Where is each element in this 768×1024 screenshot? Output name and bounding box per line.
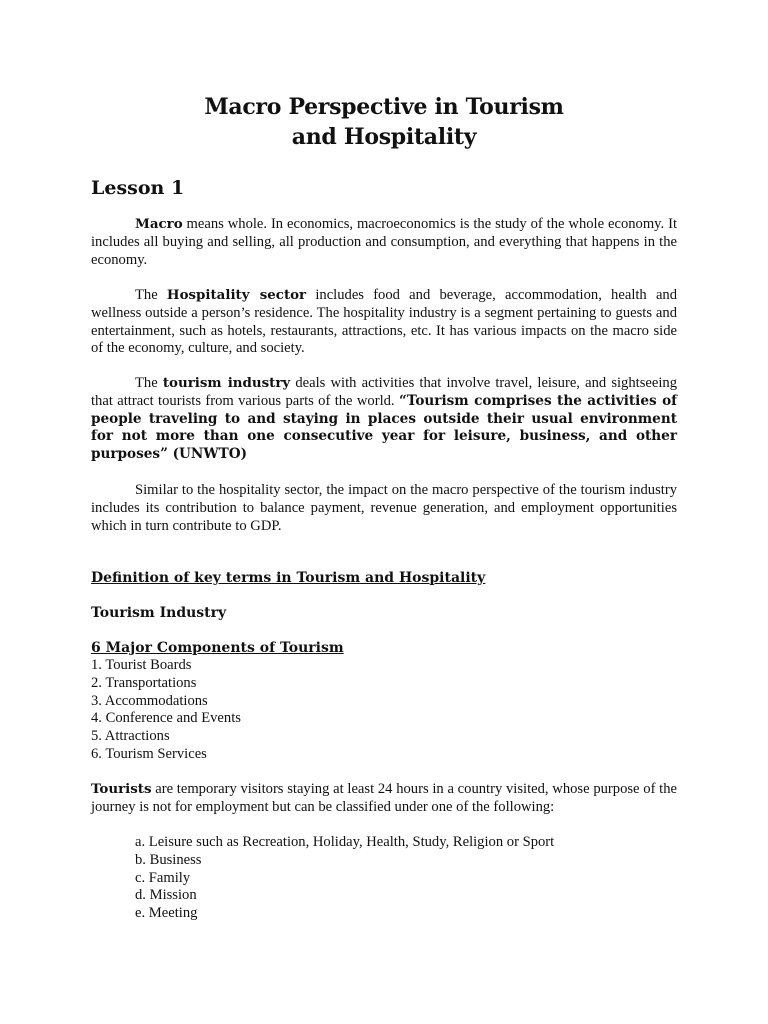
list-item: e. Meeting	[135, 905, 198, 922]
list-item: d. Mission	[135, 887, 197, 904]
unwto-quote: “Tourism comprises the activities of people traveling to and staying in places outside their usual environment for not more than one consecutive year for leisure, business, and other purposes” (UNWTO)	[91, 392, 677, 463]
paragraph-tourism	[91, 375, 677, 464]
list-item: c. Family	[135, 869, 191, 886]
list-item: 3. Accommodations	[91, 692, 208, 709]
definition-heading: Definition of key terms in Tourism and Hospitality	[91, 570, 486, 586]
bold-term-tourism: tourism industry	[162, 375, 291, 391]
list-item: 5. Attractions	[91, 728, 170, 745]
list-item: 6. Tourism Services	[91, 745, 207, 762]
paragraph-text: Similar to the hospitality sector, the impact on the macro perspective of the tourism industry includes its contribution to balance payment, revenue generation, and employment opportunities which in turn contribute to GDP.	[91, 482, 677, 534]
paragraph-macro	[91, 216, 677, 269]
paragraph-text: are temporary visitors staying at least 24 hours in a country visited, whose purpose of the journey is not for employment but can be classified under one of the following:	[91, 781, 677, 815]
paragraph-prefix: The	[135, 287, 167, 303]
paragraph-text: means whole. In economics, macroeconomics is the study of the whole economy. It includes all buying and selling, all production and consumption, and everything that happens in the economy.	[91, 216, 677, 268]
list-item: a. Leisure such as Recreation, Holiday, Health, Study, Religion or Sport	[135, 834, 555, 850]
components-list	[91, 657, 241, 764]
paragraph-hospitality	[91, 287, 677, 358]
tourist-classes-list	[135, 834, 554, 923]
list-item: 1. Tourist Boards	[91, 657, 192, 673]
paragraph-impact	[91, 482, 677, 535]
page-title	[0, 92, 768, 152]
paragraph-tourists	[91, 781, 677, 817]
paragraph-text: deals with activities that involve travel, leisure, and sightseeing that attract tourists from various parts of the world.	[91, 375, 677, 409]
title-line-1: Macro Perspective in Tourism	[204, 94, 564, 120]
bold-term-hospitality: Hospitality sector	[166, 287, 307, 303]
list-item: b. Business	[135, 851, 202, 868]
bold-term-tourists: Tourists	[91, 781, 152, 797]
list-item: 2. Transportations	[91, 674, 197, 691]
title-line-2: and Hospitality	[291, 124, 477, 150]
components-heading: 6 Major Components of Tourism	[91, 640, 344, 656]
bold-term-macro: Macro	[135, 216, 183, 232]
lesson-heading: Lesson 1	[91, 177, 185, 199]
paragraph-prefix: The	[135, 375, 163, 391]
list-item: 4. Conference and Events	[91, 710, 241, 727]
paragraph-text: includes food and beverage, accommodation, health and wellness outside a person’s residence. The hospitality industry is a segment pertaining to guests and entertainment, such as hotels, restaurants, attractions, etc. It has various impacts on the macro side of the economy, culture, and society.	[91, 287, 678, 357]
tourism-industry-heading: Tourism Industry	[91, 605, 227, 621]
